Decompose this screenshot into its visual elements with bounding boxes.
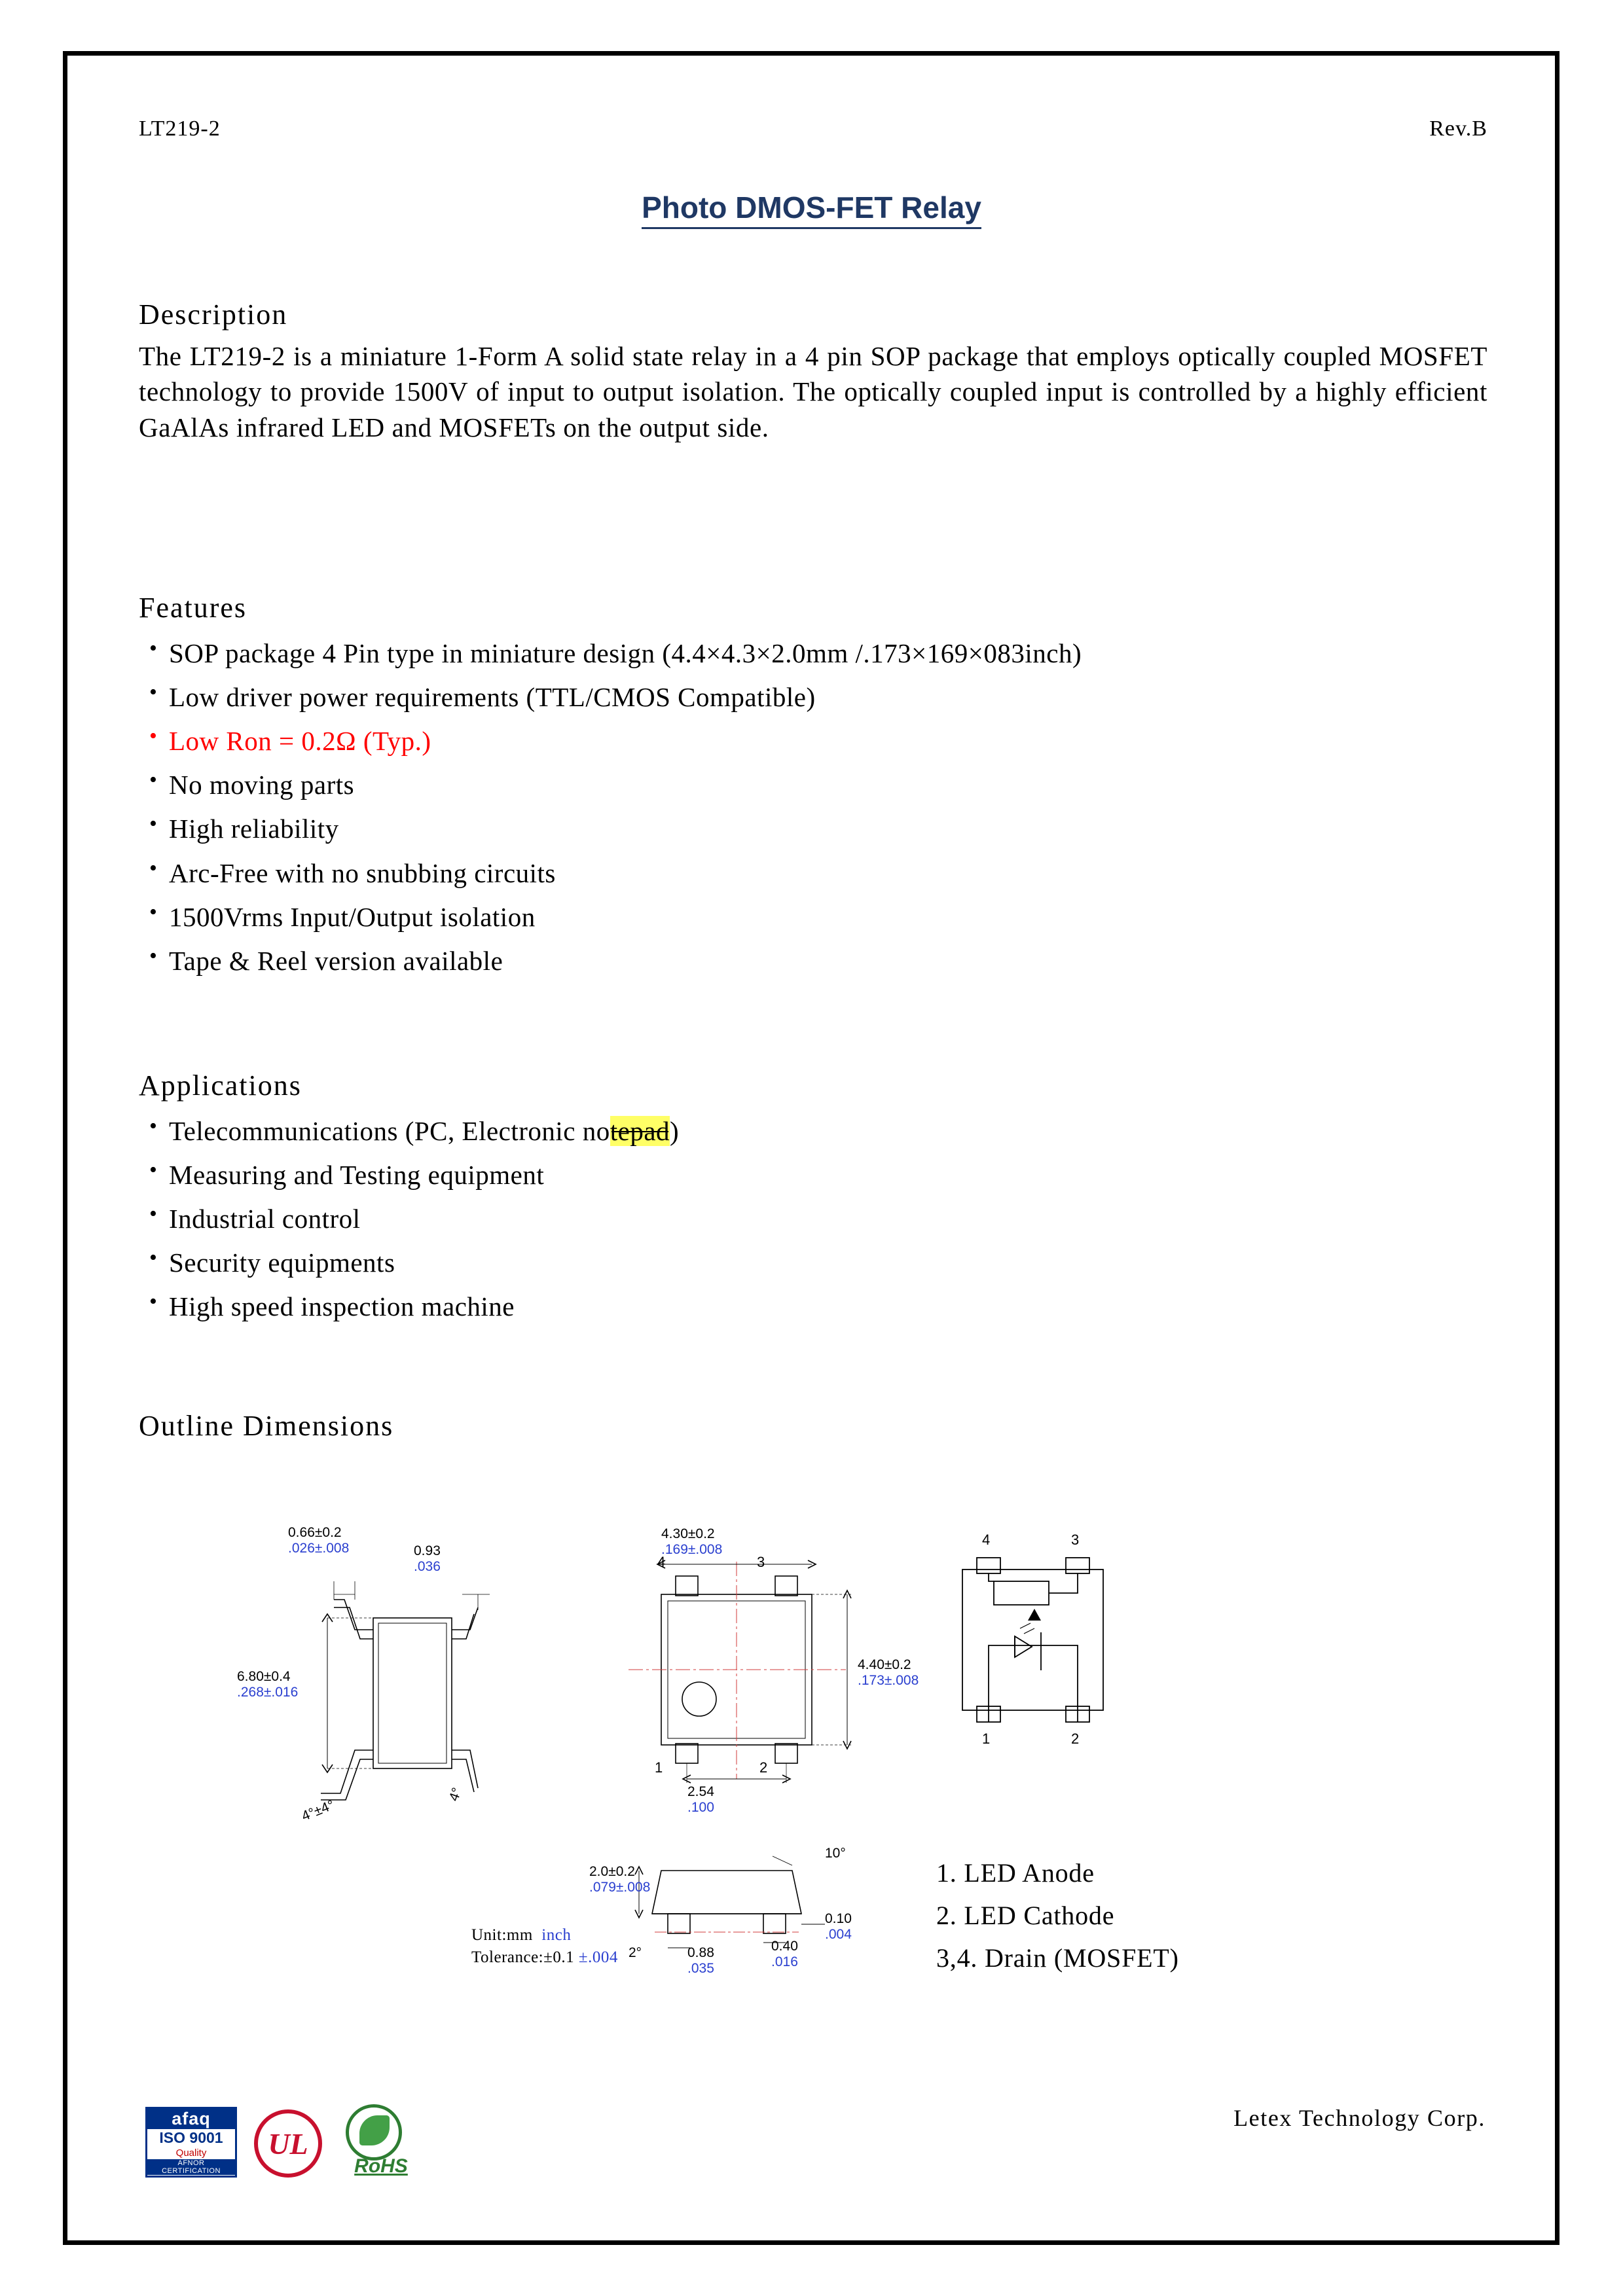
pin-function-list (936, 1852, 1179, 1979)
list-item: 3,4. Drain (MOSFET) (936, 1943, 1179, 1973)
list-item: 1. LED Anode (936, 1858, 1095, 1888)
afaq-iso9001-logo: afaq ISO 9001 Quality AFNOR CERTIFICATION (145, 2107, 237, 2178)
dimension-label: 2.0±0.2 .079±.008 (589, 1864, 651, 1895)
dimension-label: 4.40±0.2 .173±.008 (858, 1657, 919, 1688)
part-number: LT219-2 (139, 117, 221, 141)
list-item: • Measuring and Testing equipment (139, 1153, 1487, 1197)
pin-number-3: 3 (757, 1554, 765, 1570)
internal-schematic-drawing (936, 1541, 1146, 1757)
ul-logo: UL (254, 2109, 322, 2178)
applications-section (139, 1067, 1487, 1329)
page-title-text: Photo DMOS-FET Relay (642, 190, 981, 229)
dimension-label: 0.10 .004 (825, 1911, 852, 1942)
features-list (139, 632, 1487, 984)
list-item: • Security equipments (139, 1241, 1487, 1285)
application-text-part1: Telecommunications (PC, Electronic no (169, 1115, 610, 1146)
description-text: The LT219-2 is a miniature 1-Form A solid state relay in a 4 pin SOP package that employs optically coupled MOSFET technology to provide 1500V of input to output isolation. The optically coupled input is controlled by a highly efficient GaAlAs infrared LED and MOSFETs on the output side. (139, 340, 1487, 442)
dimension-label: 0.93 .036 (414, 1543, 441, 1574)
list-item: • High speed inspection machine (139, 1285, 1487, 1329)
list-item: 2. LED Cathode (936, 1900, 1115, 1930)
unit-tolerance-note: Unit:mm inch Tolerance:±0.1 ±.004 (471, 1926, 618, 1966)
leaf-icon (346, 2104, 402, 2161)
outline-section (139, 1407, 1487, 1450)
side-view-drawing (282, 1532, 556, 1898)
pin-number-2: 2 (759, 1759, 768, 1776)
list-item (139, 1109, 1487, 1153)
pin-number-3: 3 (1071, 1532, 1080, 1548)
page-title (0, 190, 1623, 225)
description-section (139, 296, 1487, 445)
pin-number-1: 1 (655, 1759, 663, 1776)
list-item: • SOP package 4 Pin type in miniature design (4.4×4.3×2.0mm /.173×169×083inch) (139, 632, 1487, 675)
list-item: • Tape & Reel version available (139, 939, 1487, 983)
rohs-logo: RoHS (339, 2104, 423, 2178)
certification-logos (145, 2104, 423, 2178)
pin-number-4: 4 (982, 1532, 991, 1548)
dimension-label: 6.80±0.4 .268±.016 (237, 1669, 299, 1700)
description-heading: Description (139, 298, 288, 331)
applications-list (139, 1109, 1487, 1329)
features-section (139, 589, 1487, 983)
revision: Rev.B (1429, 117, 1487, 141)
dimension-label: 2.54 .100 (687, 1784, 714, 1815)
dimension-label: 0.88 .035 (687, 1945, 714, 1976)
applications-heading: Applications (139, 1069, 302, 1102)
document-header (139, 117, 1487, 141)
dimension-label: 4.30±0.2 .169±.008 (661, 1526, 723, 1557)
list-item: • 1500Vrms Input/Output isolation (139, 895, 1487, 939)
application-text-part2: ) (670, 1115, 680, 1146)
angle-label: 2° (629, 1945, 642, 1960)
list-item: • Low Ron = 0.2Ω (Typ.) (139, 719, 1487, 763)
highlighted-fragment: tepad (610, 1115, 670, 1146)
pin-number-1: 1 (982, 1731, 991, 1747)
features-heading: Features (139, 592, 247, 624)
list-item: • Arc-Free with no snubbing circuits (139, 852, 1487, 895)
pin-number-2: 2 (1071, 1731, 1080, 1747)
list-item: • No moving parts (139, 763, 1487, 807)
angle-label: 10° (825, 1846, 846, 1861)
dimension-label: 0.66±0.2 .026±.008 (288, 1525, 350, 1556)
dimension-label: 0.40 .016 (771, 1939, 798, 1969)
list-item: • Industrial control (139, 1197, 1487, 1241)
list-item: • Low driver power requirements (TTL/CMOS Compatible) (139, 675, 1487, 719)
outline-heading: Outline Dimensions (139, 1410, 394, 1442)
company-name: Letex Technology Corp. (1233, 2105, 1486, 2131)
angle-label: 4° (446, 1785, 465, 1804)
angle-label: 4°±4° (299, 1797, 337, 1824)
list-item: • High reliability (139, 807, 1487, 851)
pin-number-4: 4 (657, 1554, 666, 1570)
top-view-drawing (589, 1535, 903, 1817)
outline-drawings (170, 1505, 1453, 2016)
